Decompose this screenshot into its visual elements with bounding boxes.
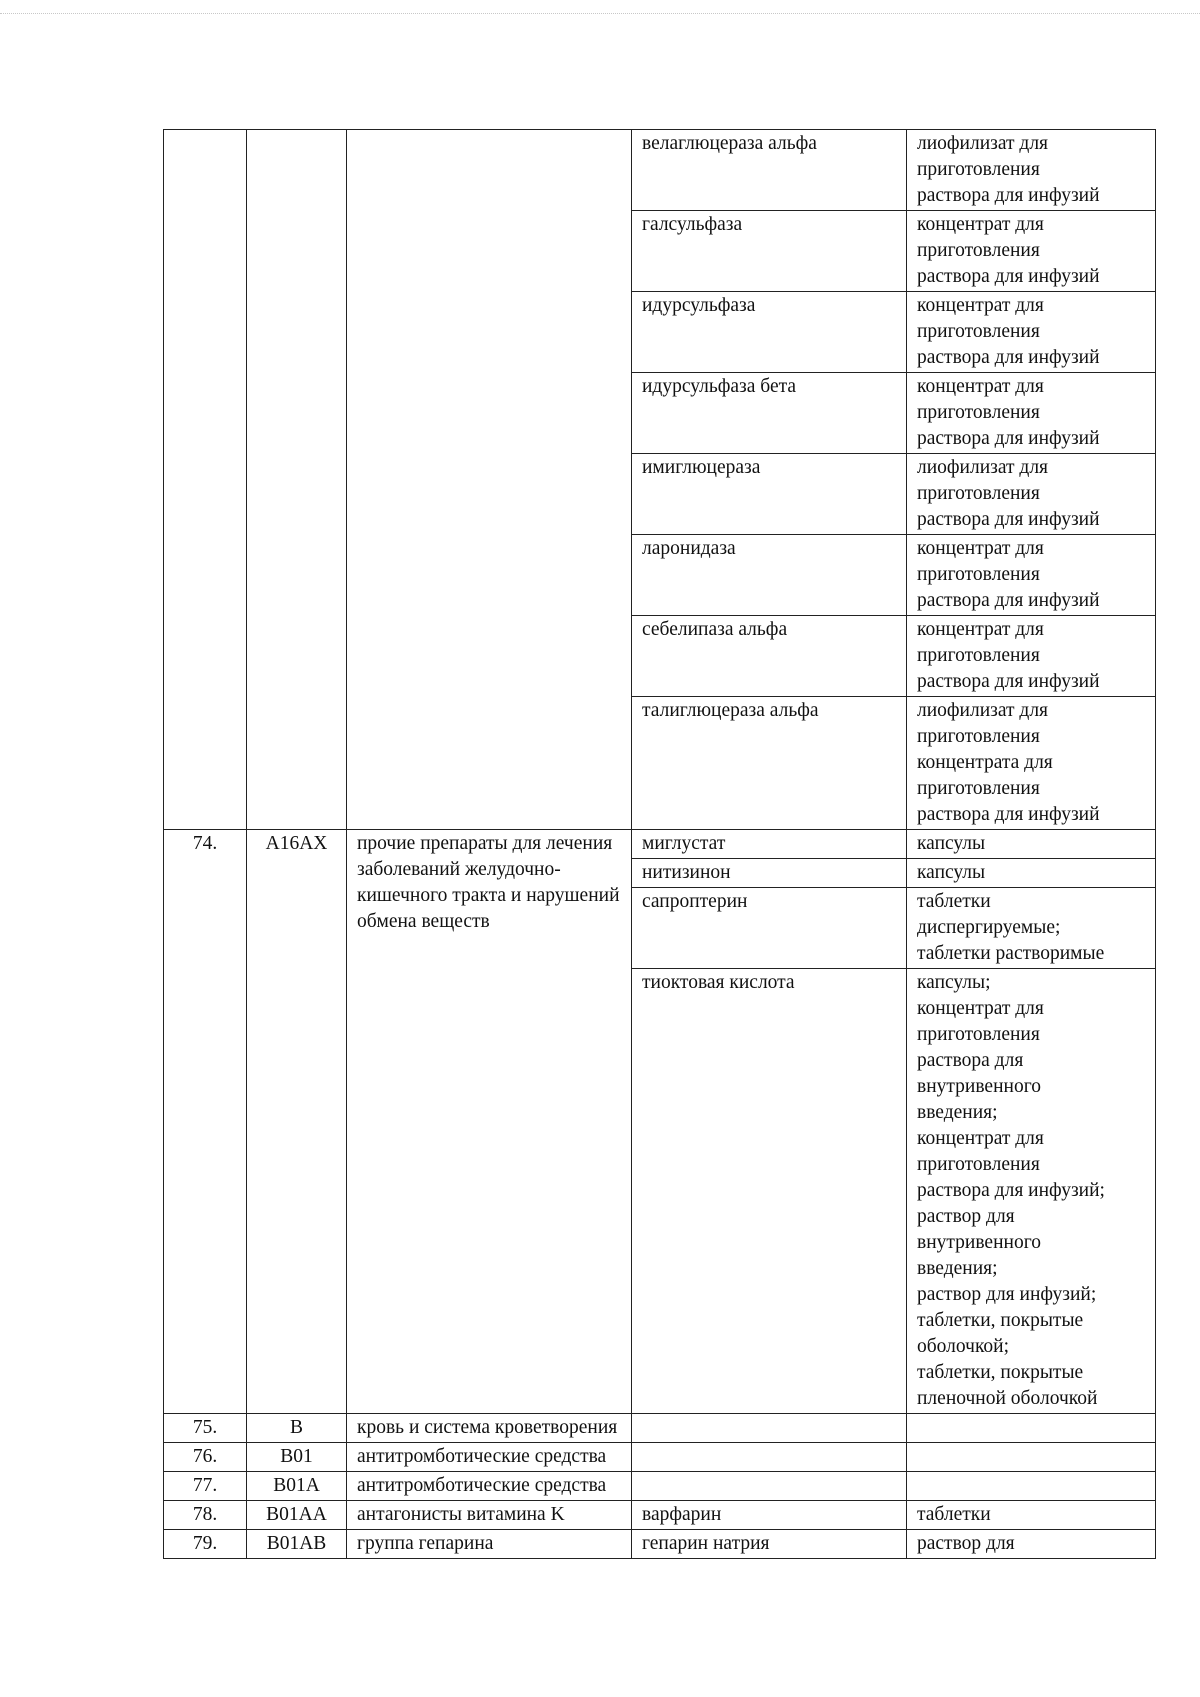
- dosage-form-cell: [907, 1443, 1156, 1472]
- group-name-cell: группа гепарина: [347, 1530, 632, 1559]
- dosage-form-cell: капсулы: [907, 830, 1156, 859]
- table-row: [164, 1530, 1156, 1559]
- dosage-form-cell: [907, 1472, 1156, 1501]
- table-row: [164, 1501, 1156, 1530]
- dosage-form-cell: концентрат для приготовления раствора для инфузий: [907, 535, 1156, 616]
- drug-name-cell: тиоктовая кислота: [632, 969, 907, 1414]
- dosage-form-cell: лиофилизат для приготовления раствора для инфузий: [907, 130, 1156, 211]
- drug-name-cell: ларонидаза: [632, 535, 907, 616]
- atc-code-cell: B: [247, 1414, 347, 1443]
- drug-name-cell: варфарин: [632, 1501, 907, 1530]
- drug-name-cell: талиглюцераза альфа: [632, 697, 907, 830]
- dosage-form-cell: концентрат для приготовления раствора для инфузий: [907, 292, 1156, 373]
- drug-name-cell: идурсульфаза: [632, 292, 907, 373]
- drug-name-cell: [632, 1472, 907, 1501]
- atc-code-cell: B01AA: [247, 1501, 347, 1530]
- table-row: [164, 130, 1156, 211]
- atc-code-cell: [247, 130, 347, 830]
- drug-name-cell: имиглюцераза: [632, 454, 907, 535]
- row-number-cell: 79.: [164, 1530, 247, 1559]
- table-row: [164, 1472, 1156, 1501]
- dosage-form-cell: концентрат для приготовления раствора для инфузий: [907, 373, 1156, 454]
- drug-name-cell: сапроптерин: [632, 888, 907, 969]
- row-number-cell: 77.: [164, 1472, 247, 1501]
- dosage-form-cell: лиофилизат для приготовления раствора для инфузий: [907, 454, 1156, 535]
- group-name-cell: [347, 130, 632, 830]
- row-number-cell: [164, 130, 247, 830]
- dosage-form-cell: капсулы: [907, 859, 1156, 888]
- drug-name-cell: нитизинон: [632, 859, 907, 888]
- atc-code-cell: B01: [247, 1443, 347, 1472]
- table-row: [164, 1414, 1156, 1443]
- drug-list-table: [163, 129, 1156, 1559]
- dosage-form-cell: раствор для: [907, 1530, 1156, 1559]
- page-top-edge: [0, 13, 1200, 14]
- drug-name-cell: гепарин натрия: [632, 1530, 907, 1559]
- group-name-cell: прочие препараты для лечения заболеваний желудочно-кишечного тракта и нарушений обмена веществ: [347, 830, 632, 1414]
- table-row: [164, 1443, 1156, 1472]
- drug-name-cell: велаглюцераза альфа: [632, 130, 907, 211]
- group-name-cell: антитромботические средства: [347, 1472, 632, 1501]
- atc-code-cell: B01AB: [247, 1530, 347, 1559]
- group-name-cell: кровь и система кроветворения: [347, 1414, 632, 1443]
- row-number-cell: 76.: [164, 1443, 247, 1472]
- group-name-cell: антитромботические средства: [347, 1443, 632, 1472]
- drug-name-cell: [632, 1443, 907, 1472]
- group-name-cell: антагонисты витамина K: [347, 1501, 632, 1530]
- dosage-form-cell: лиофилизат для приготовления концентрата для приготовления раствора для инфузий: [907, 697, 1156, 830]
- table-row: [164, 830, 1156, 859]
- drug-name-cell: [632, 1414, 907, 1443]
- dosage-form-cell: концентрат для приготовления раствора для инфузий: [907, 616, 1156, 697]
- dosage-form-cell: капсулы; концентрат для приготовления раствора для внутривенного введения; концентрат для приготовления раствора для инфузий; раствор для внутривенного введения; раствор для инфузий; таблетки, покрытые оболочкой; таблетки, покрытые пленочной оболочкой: [907, 969, 1156, 1414]
- atc-code-cell: A16AX: [247, 830, 347, 1414]
- drug-name-cell: галсульфаза: [632, 211, 907, 292]
- drug-name-cell: миглустат: [632, 830, 907, 859]
- dosage-form-cell: концентрат для приготовления раствора для инфузий: [907, 211, 1156, 292]
- row-number-cell: 74.: [164, 830, 247, 1414]
- dosage-form-cell: [907, 1414, 1156, 1443]
- row-number-cell: 78.: [164, 1501, 247, 1530]
- drug-name-cell: себелипаза альфа: [632, 616, 907, 697]
- dosage-form-cell: таблетки диспергируемые; таблетки растворимые: [907, 888, 1156, 969]
- dosage-form-cell: таблетки: [907, 1501, 1156, 1530]
- atc-code-cell: B01A: [247, 1472, 347, 1501]
- drug-name-cell: идурсульфаза бета: [632, 373, 907, 454]
- row-number-cell: 75.: [164, 1414, 247, 1443]
